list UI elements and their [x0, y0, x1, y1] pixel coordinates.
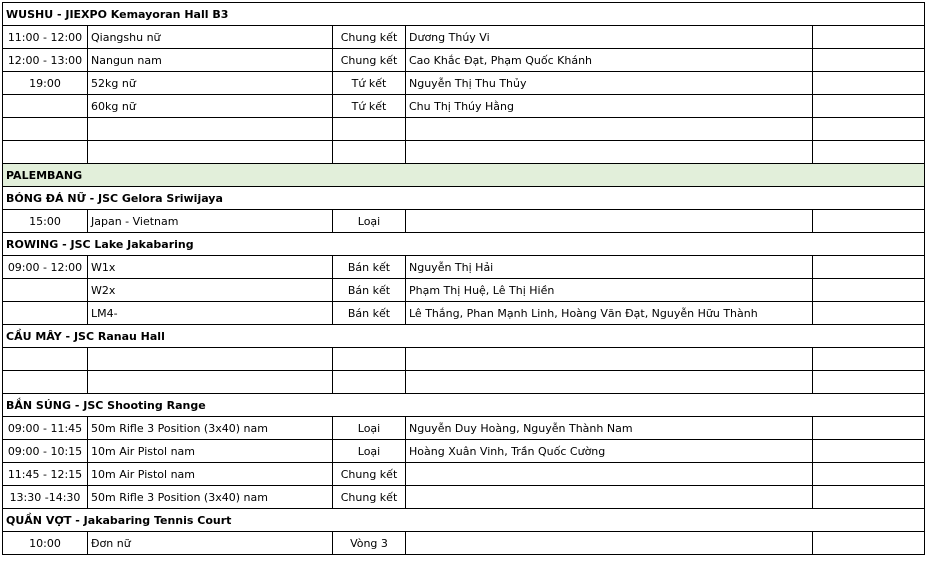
- event-cell: Nangun nam: [88, 49, 333, 72]
- time-cell: 09:00 - 12:00: [3, 256, 88, 279]
- time-cell: [3, 118, 88, 141]
- event-cell: Đơn nữ: [88, 532, 333, 555]
- event-cell: [88, 348, 333, 371]
- sport-header-row: [3, 187, 925, 210]
- event-cell: 10m Air Pistol nam: [88, 440, 333, 463]
- time-cell: 09:00 - 10:15: [3, 440, 88, 463]
- sport-header-row: [3, 394, 925, 417]
- athletes-cell: Chu Thị Thúy Hằng: [406, 95, 813, 118]
- notes-cell: [813, 532, 925, 555]
- sport-header-row: [3, 3, 925, 26]
- athletes-cell: [406, 532, 813, 555]
- round-cell: [333, 348, 406, 371]
- schedule-row: [3, 279, 925, 302]
- notes-cell: [813, 440, 925, 463]
- schedule-row: [3, 371, 925, 394]
- time-cell: [3, 95, 88, 118]
- sport-header-row: [3, 325, 925, 348]
- time-cell: 13:30 -14:30: [3, 486, 88, 509]
- round-cell: Bán kết: [333, 279, 406, 302]
- schedule-row: [3, 256, 925, 279]
- athletes-cell: Hoàng Xuân Vinh, Trần Quốc Cường: [406, 440, 813, 463]
- notes-cell: [813, 463, 925, 486]
- notes-cell: [813, 486, 925, 509]
- athletes-cell: Dương Thúy Vi: [406, 26, 813, 49]
- schedule-row: [3, 302, 925, 325]
- round-cell: Chung kết: [333, 49, 406, 72]
- notes-cell: [813, 417, 925, 440]
- sport-venue-title: ROWING - JSC Lake Jakabaring: [3, 233, 925, 256]
- event-cell: 60kg nữ: [88, 95, 333, 118]
- schedule-row: [3, 440, 925, 463]
- round-cell: Tứ kết: [333, 72, 406, 95]
- notes-cell: [813, 49, 925, 72]
- round-cell: Chung kết: [333, 486, 406, 509]
- schedule-row: [3, 118, 925, 141]
- event-cell: W2x: [88, 279, 333, 302]
- event-cell: 50m Rifle 3 Position (3x40) nam: [88, 417, 333, 440]
- athletes-cell: Nguyễn Thị Thu Thủy: [406, 72, 813, 95]
- sport-venue-title: QUẦN VỢT - Jakabaring Tennis Court: [3, 509, 925, 532]
- schedule-row: [3, 417, 925, 440]
- schedule-table: [2, 2, 925, 555]
- round-cell: [333, 371, 406, 394]
- event-cell: Japan - Vietnam: [88, 210, 333, 233]
- athletes-cell: Nguyễn Duy Hoàng, Nguyễn Thành Nam: [406, 417, 813, 440]
- round-cell: [333, 141, 406, 164]
- schedule-row: [3, 210, 925, 233]
- schedule-row: [3, 49, 925, 72]
- athletes-cell: [406, 118, 813, 141]
- event-cell: [88, 141, 333, 164]
- event-cell: 10m Air Pistol nam: [88, 463, 333, 486]
- time-cell: [3, 302, 88, 325]
- round-cell: Bán kết: [333, 256, 406, 279]
- time-cell: 15:00: [3, 210, 88, 233]
- schedule-row: [3, 532, 925, 555]
- round-cell: Loại: [333, 210, 406, 233]
- time-cell: 12:00 - 13:00: [3, 49, 88, 72]
- notes-cell: [813, 302, 925, 325]
- schedule-body: [3, 3, 925, 555]
- round-cell: Bán kết: [333, 302, 406, 325]
- sport-venue-title: BẮN SÚNG - JSC Shooting Range: [3, 394, 925, 417]
- sport-venue-title: CẦU MÂY - JSC Ranau Hall: [3, 325, 925, 348]
- time-cell: 10:00: [3, 532, 88, 555]
- notes-cell: [813, 95, 925, 118]
- round-cell: Chung kết: [333, 26, 406, 49]
- schedule-row: [3, 486, 925, 509]
- athletes-cell: [406, 463, 813, 486]
- notes-cell: [813, 26, 925, 49]
- round-cell: Loại: [333, 440, 406, 463]
- time-cell: [3, 348, 88, 371]
- sport-venue-title: BÓNG ĐÁ NỮ - JSC Gelora Sriwijaya: [3, 187, 925, 210]
- athletes-cell: Nguyễn Thị Hải: [406, 256, 813, 279]
- event-cell: [88, 371, 333, 394]
- round-cell: Chung kết: [333, 463, 406, 486]
- time-cell: 11:00 - 12:00: [3, 26, 88, 49]
- athletes-cell: [406, 371, 813, 394]
- athletes-cell: [406, 210, 813, 233]
- event-cell: LM4-: [88, 302, 333, 325]
- schedule-row: [3, 463, 925, 486]
- time-cell: [3, 371, 88, 394]
- sport-venue-title: WUSHU - JIEXPO Kemayoran Hall B3: [3, 3, 925, 26]
- event-cell: W1x: [88, 256, 333, 279]
- schedule-row: [3, 72, 925, 95]
- notes-cell: [813, 118, 925, 141]
- notes-cell: [813, 256, 925, 279]
- time-cell: [3, 141, 88, 164]
- schedule-row: [3, 141, 925, 164]
- athletes-cell: [406, 486, 813, 509]
- notes-cell: [813, 348, 925, 371]
- round-cell: Loại: [333, 417, 406, 440]
- event-cell: 52kg nữ: [88, 72, 333, 95]
- athletes-cell: Cao Khắc Đạt, Phạm Quốc Khánh: [406, 49, 813, 72]
- event-cell: 50m Rifle 3 Position (3x40) nam: [88, 486, 333, 509]
- athletes-cell: Lê Thắng, Phan Mạnh Linh, Hoàng Văn Đạt, Nguyễn Hữu Thành: [406, 302, 813, 325]
- sport-header-row: [3, 509, 925, 532]
- round-cell: Vòng 3: [333, 532, 406, 555]
- time-cell: [3, 279, 88, 302]
- notes-cell: [813, 72, 925, 95]
- event-cell: [88, 118, 333, 141]
- athletes-cell: Phạm Thị Huệ, Lê Thị Hiền: [406, 279, 813, 302]
- schedule-row: [3, 95, 925, 118]
- notes-cell: [813, 210, 925, 233]
- region-title: PALEMBANG: [3, 164, 925, 187]
- time-cell: 11:45 - 12:15: [3, 463, 88, 486]
- round-cell: Tứ kết: [333, 95, 406, 118]
- region-row: [3, 164, 925, 187]
- athletes-cell: [406, 141, 813, 164]
- time-cell: 09:00 - 11:45: [3, 417, 88, 440]
- athletes-cell: [406, 348, 813, 371]
- time-cell: 19:00: [3, 72, 88, 95]
- sport-header-row: [3, 233, 925, 256]
- notes-cell: [813, 141, 925, 164]
- schedule-row: [3, 348, 925, 371]
- notes-cell: [813, 279, 925, 302]
- event-cell: Qiangshu nữ: [88, 26, 333, 49]
- schedule-row: [3, 26, 925, 49]
- notes-cell: [813, 371, 925, 394]
- round-cell: [333, 118, 406, 141]
